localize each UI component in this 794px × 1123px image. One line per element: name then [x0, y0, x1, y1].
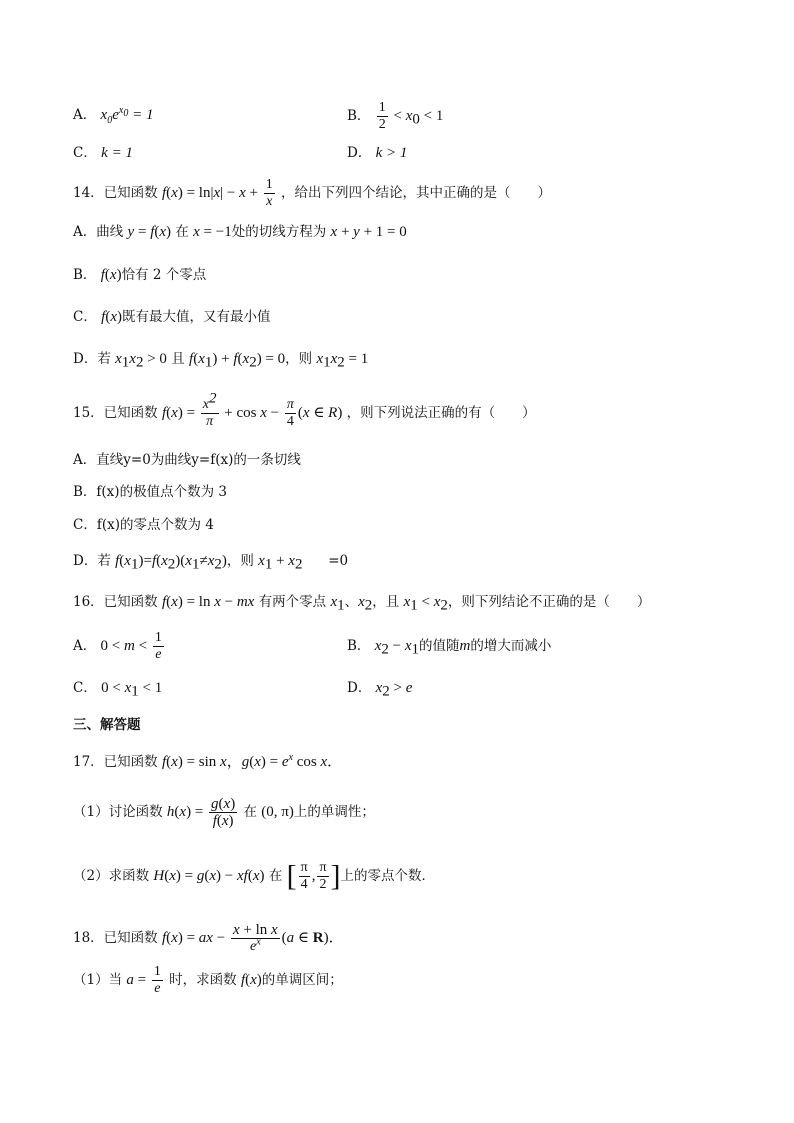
- fraction: $\frac{x^2}{\pi}$: [202, 390, 217, 429]
- q16-option-d: D． $x_2 > e$: [347, 680, 413, 700]
- option-text: 处的切线方程为: [231, 224, 327, 240]
- option-text: f(x)的极值点个数为 3: [96, 484, 227, 500]
- option-text: 若: [97, 553, 111, 569]
- option-label: D．: [73, 553, 98, 569]
- fraction: $\frac{1}{x}$: [265, 177, 273, 209]
- option-text: =0: [328, 553, 349, 569]
- q14-option-b: B． f(x)恰有 2 个零点: [73, 267, 207, 283]
- option-label: B．: [347, 638, 371, 654]
- stem-text: 17．已知函数: [73, 754, 158, 770]
- stem-text: ，给出下列四个结论，其中正确的是（ ）: [281, 185, 552, 201]
- fraction: $\frac{\pi}{4}$: [300, 860, 308, 892]
- q13-option-d: [347, 143, 407, 163]
- option-text: 曲线: [96, 224, 124, 240]
- q13-option-b: B． $\frac{1}{2}$ < $x_0 < 1$: [347, 100, 444, 132]
- section-title: 三、解答题: [73, 717, 141, 733]
- option-text: 既有最大值，又有最小值: [121, 309, 271, 325]
- option-label: D．: [347, 145, 372, 161]
- q16-option-a: A． 0 < m < $\frac{1}{e}$: [73, 630, 162, 662]
- part-text: （1）讨论函数: [73, 804, 163, 820]
- q14-option-c: C． f(x)既有最大值，又有最小值: [73, 309, 271, 325]
- option-label: D．: [73, 351, 98, 367]
- option-text: 若: [97, 351, 111, 367]
- fraction: $\frac{1}{e}$: [153, 964, 161, 996]
- q13-option-c: [73, 143, 133, 163]
- part-text: （1）当: [73, 972, 123, 988]
- stem-text: 有两个零点: [258, 594, 327, 610]
- stem-text: ，且: [372, 594, 400, 610]
- q17-part1: （1）讨论函数 h(x) = $\frac{g(x)}{f(x)}$ 在 (0, π)上的单调性；: [73, 796, 375, 829]
- q15-option-c: [73, 515, 214, 535]
- q15-stem: 15．已知函数 f(x) = $\frac{x^2}{\pi}$ + cos x − $\frac{\pi}{4}$ (x ∈ R) ，则下列说法正确的有（ ）: [73, 390, 536, 429]
- part-text: 的单调区间；: [261, 972, 343, 988]
- option-label: C．: [73, 309, 97, 325]
- q16-option-c: C． $0 < x_1 < 1$: [73, 680, 163, 700]
- option-label: A．: [73, 452, 97, 468]
- option-label: C．: [73, 680, 97, 696]
- stem-text: ，则下列说法正确的有（ ）: [346, 405, 536, 421]
- q15-option-a: [73, 450, 301, 470]
- option-text: 的增大而减小: [470, 638, 552, 654]
- option-label: B．: [73, 267, 97, 283]
- option-label: C．: [73, 145, 97, 161]
- option-text: ，则: [226, 553, 254, 569]
- option-label: A．: [73, 224, 97, 240]
- q13-option-a: [73, 105, 153, 125]
- part-text: 上的单调性；: [293, 804, 375, 820]
- q14-stem: 14．已知函数 f(x) = ln|x| − x + $\frac{1}{x}$ ，给出下列四个结论，其中正确的是（ ）: [73, 177, 552, 209]
- q18-part1: （1）当 a = $\frac{1}{e}$ 时，求函数 f(x)的单调区间；: [73, 964, 343, 996]
- option-text: 的值随: [419, 638, 460, 654]
- fraction: $\frac{\text{x + ln x}}{e^x}$: [232, 922, 278, 954]
- option-label: B．: [347, 108, 371, 124]
- part-text: 在: [243, 804, 257, 820]
- q15-option-d: D．若 $f(x_1)=f(x_2)(x_1\ne x_2)$，则 $x_1 + x_2$ =0: [73, 553, 349, 573]
- stem-text: 16．已知函数: [73, 594, 158, 610]
- option-text: 直线y=0为曲线y=f(x)的一条切线: [96, 452, 301, 468]
- q14-option-a: A．曲线 y = f(x) 在 x = −1处的切线方程为 x + y + 1 = 0: [73, 224, 407, 240]
- fraction: $\frac{\pi}{2}$: [319, 860, 327, 892]
- q15-option-b: [73, 482, 227, 502]
- stem-text: 15．已知函数: [73, 405, 158, 421]
- option-text: ，则: [285, 351, 313, 367]
- q13-c-math: k = 1: [101, 145, 133, 161]
- fraction: $\frac{1}{e}$: [154, 630, 162, 662]
- option-text: f(x)的零点个数为 4: [96, 517, 214, 533]
- stem-text: 14．已知函数: [73, 185, 158, 201]
- option-text: 在: [175, 224, 189, 240]
- fraction: $\frac{1}{2}$: [378, 100, 386, 132]
- option-label: B．: [73, 484, 97, 500]
- q16-option-b: B． $x_2 - x_1$的值随m的增大而减小: [347, 638, 552, 658]
- part-text: 在: [268, 868, 283, 884]
- q14-option-d: D．若 $x_1x_2 > 0$ 且 $f(x_1) + f(x_2) = 0$，则 $x_1x_2 = 1$: [73, 351, 369, 371]
- q17-part2: （2）求函数 H(x) = g(x) − xf(x) 在 [ $\frac{\pi}{4}$ , $\frac{\pi}{2}$ ]上的零点个数．: [73, 859, 436, 893]
- option-label: A．: [73, 107, 97, 123]
- q16-stem: 16．已知函数 f(x) = ln x − mx 有两个零点 $x_1$、$x_2$，且 $x_1 < x_2$，则下列结论不正确的是（ ）: [73, 594, 651, 614]
- q18-stem: 18．已知函数 f(x) = ax − $\frac{\text{x + ln x}}{e^x}$ (a ∈ R)．: [73, 922, 344, 954]
- stem-text: 、: [344, 594, 359, 610]
- option-label: A．: [73, 638, 97, 654]
- fraction: $\frac{g(x)}{f(x)}$: [211, 796, 236, 829]
- part-text: 时，求函数: [169, 972, 237, 988]
- q13-a-math: $x_0e^{x_0} = 1$: [100, 105, 154, 126]
- stem-text: 18．已知函数: [73, 930, 158, 946]
- part-text: 上的零点个数．: [340, 868, 436, 884]
- option-text: 恰有 2 个零点: [121, 267, 207, 283]
- option-label: C．: [73, 517, 97, 533]
- q17-stem: 17．已知函数 f(x) = sin x，$g(x) = e^x$ cos x．: [73, 752, 343, 770]
- q13-d-math: k > 1: [375, 145, 408, 161]
- option-text: 且: [171, 351, 185, 367]
- stem-text: ，则下列结论不正确的是（ ）: [447, 594, 651, 610]
- option-label: D．: [347, 680, 372, 696]
- part-text: （2）求函数: [73, 868, 150, 884]
- fraction: $\frac{\pi}{4}$: [286, 397, 294, 429]
